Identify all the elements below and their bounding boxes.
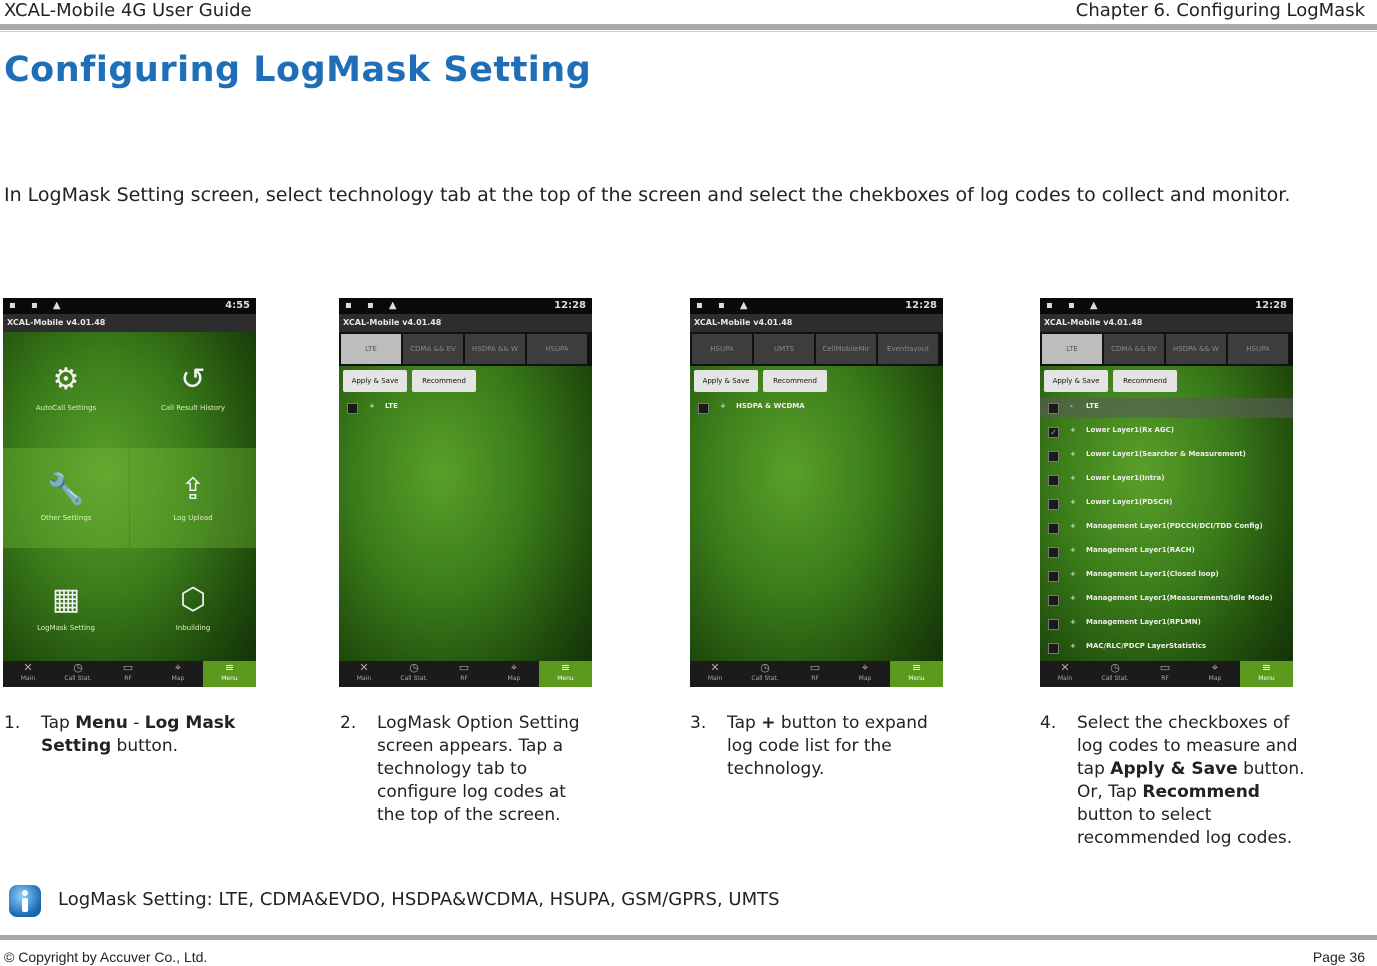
nav-rf[interactable]: ▭ RF [1140, 661, 1190, 687]
expand-icon[interactable]: + [720, 402, 726, 410]
log-row[interactable]: + Management Layer1(RPLMN) [1040, 614, 1293, 634]
caption-text: Tap + button to expand log code list for the technology. [727, 713, 928, 779]
checkbox[interactable] [1048, 619, 1059, 630]
nav-main[interactable]: ✕ Main [339, 661, 389, 687]
note-text: LogMask Setting: LTE, CDMA&EVDO, HSDPA&WCDMA, HSUPA, GSM/GPRS, UMTS [58, 889, 780, 910]
close-icon: ✕ [1060, 661, 1070, 674]
nav-call-stat[interactable]: ◷ Call Stat. [53, 661, 103, 687]
nav-rf[interactable]: ▭ RF [790, 661, 840, 687]
map-icon: ⌖ [861, 661, 869, 674]
cube-icon: ⬡ [179, 582, 207, 617]
menu-autocall-settings[interactable]: ⚙ AutoCall Settings [3, 338, 129, 438]
running-header [0, 0, 1377, 24]
clock-icon: ◷ [1110, 661, 1120, 674]
tab-hsdpa-wcdma[interactable]: HSDPA && W [465, 334, 525, 364]
nav-call-stat[interactable]: ◷ Call Stat. [389, 661, 439, 687]
tab-cdma-evdo[interactable]: CDMA && EV [1104, 334, 1164, 364]
checkbox[interactable] [1048, 499, 1059, 510]
recommend-button[interactable]: Recommend [763, 370, 827, 392]
checkbox[interactable] [698, 403, 709, 414]
nav-call-stat[interactable]: ◷ Call Stat. [740, 661, 790, 687]
status-time: 12:28 [905, 300, 937, 311]
menu-icon: ≡ [224, 661, 235, 674]
menu-call-result-history[interactable]: ↺ Call Result History [130, 338, 256, 438]
nav-main[interactable]: ✕ Main [3, 661, 53, 687]
log-row[interactable]: + Management Layer1(RACH) [1040, 542, 1293, 562]
menu-icon: ≡ [1261, 661, 1272, 674]
menu-icon: ≡ [560, 661, 571, 674]
nav-main[interactable]: ✕ Main [690, 661, 740, 687]
checkbox[interactable] [347, 403, 358, 414]
log-row[interactable]: + Management Layer1(Closed loop) [1040, 566, 1293, 586]
checkbox[interactable] [1048, 451, 1059, 462]
log-row[interactable]: + MAC/RLC/PDCP LayerStatistics [1040, 638, 1293, 658]
footer-page-number: Page 36 [1312, 949, 1365, 965]
status-icons: ▪ ▪ ▲ [9, 300, 67, 311]
nav-map[interactable]: ⌖ Map [153, 661, 203, 687]
tab-hsdpa-wcdma[interactable]: HSDPA && W [1166, 334, 1226, 364]
tech-tabs [690, 332, 943, 366]
nav-rf[interactable]: ▭ RF [103, 661, 153, 687]
status-time: 12:28 [554, 300, 586, 311]
caption-number: 2. [340, 713, 357, 733]
clock-icon: ◷ [73, 661, 83, 674]
header-doc-title: XCAL-Mobile 4G User Guide [4, 0, 252, 21]
caption-number: 3. [690, 713, 707, 733]
upload-icon: ⇪ [180, 472, 206, 507]
menu-other-settings[interactable]: 🔧 Other Settings [3, 448, 129, 548]
status-bar [1040, 298, 1293, 314]
header-rule [0, 24, 1377, 30]
wrench-icon: 🔧 [47, 472, 85, 507]
clock-icon: ◷ [409, 661, 419, 674]
menu-icon: ≡ [911, 661, 922, 674]
app-title: XCAL-Mobile v4.01.48 [7, 318, 106, 327]
expand-icon[interactable]: + [1070, 594, 1076, 602]
apply-save-button[interactable]: Apply & Save [694, 370, 758, 392]
apply-save-button[interactable]: Apply & Save [343, 370, 407, 392]
table-icon: ▦ [51, 582, 81, 617]
expand-icon[interactable]: + [1070, 426, 1076, 434]
checkbox[interactable] [1048, 403, 1059, 414]
nav-menu[interactable]: ≡ Menu [203, 661, 256, 687]
screenshot-logmask-expanded [1040, 298, 1293, 687]
status-time: 12:28 [1255, 300, 1287, 311]
expand-icon[interactable]: + [1070, 474, 1076, 482]
log-row[interactable]: + Lower Layer1(PDSCH) [1040, 494, 1293, 514]
nav-call-stat[interactable]: ◷ Call Stat. [1090, 661, 1140, 687]
expand-icon[interactable]: + [1070, 618, 1076, 626]
log-row[interactable]: + LTE [339, 398, 592, 418]
recommend-button[interactable]: Recommend [1113, 370, 1177, 392]
tab-hsupa[interactable]: HSUPA [692, 334, 752, 364]
clock-icon: ◷ [760, 661, 770, 674]
screenshot-logmask-hsdpa [690, 298, 943, 687]
map-icon: ⌖ [174, 661, 182, 674]
header-chapter: Chapter 6. Configuring LogMask [1075, 0, 1365, 21]
app-title-bar [1040, 314, 1293, 332]
status-icons: ▪ ▪ ▲ [345, 300, 403, 311]
gears-icon: ⚙ [52, 362, 80, 397]
rf-icon: ▭ [1159, 661, 1171, 674]
nav-map[interactable]: ⌖ Map [1190, 661, 1240, 687]
app-title-bar [3, 314, 256, 332]
nav-map[interactable]: ⌖ Map [840, 661, 890, 687]
status-time: 4:55 [225, 300, 250, 311]
log-row[interactable]: ✓ + Lower Layer1(Rx AGC) [1040, 422, 1293, 442]
tab-hsupa[interactable]: HSUPA [1228, 334, 1288, 364]
expand-icon[interactable]: + [1070, 642, 1076, 650]
bottom-nav [1040, 661, 1293, 687]
app-title: XCAL-Mobile v4.01.48 [694, 318, 793, 327]
caption-number: 1. [4, 713, 21, 733]
tab-cellmobile[interactable]: CellMobileMir [816, 334, 876, 364]
nav-menu[interactable]: ≡ Menu [1240, 661, 1293, 687]
expand-icon[interactable]: + [369, 402, 375, 410]
tab-lte[interactable]: LTE [341, 334, 401, 364]
page-title: Configuring LogMask Setting [4, 50, 592, 90]
status-bar [339, 298, 592, 314]
checkbox[interactable] [1048, 547, 1059, 558]
map-icon: ⌖ [510, 661, 518, 674]
note-info-icon [6, 882, 44, 920]
expand-icon[interactable]: + [1070, 570, 1076, 578]
menu-logmask-setting[interactable]: ▦ LogMask Setting [3, 558, 129, 658]
close-icon: ✕ [710, 661, 720, 674]
caption-number: 4. [1040, 713, 1057, 733]
tech-tabs [339, 332, 592, 366]
expand-icon[interactable]: + [1070, 450, 1076, 458]
checkbox[interactable] [1048, 571, 1059, 582]
tab-hsupa[interactable]: HSUPA [527, 334, 587, 364]
header-rule-thin [0, 31, 1377, 32]
expand-icon[interactable]: - [1070, 402, 1073, 410]
rf-icon: ▭ [458, 661, 470, 674]
bottom-nav [3, 661, 256, 687]
menu-inbuilding[interactable]: ⬡ Inbuilding [130, 558, 256, 658]
screenshot-menu [3, 298, 256, 687]
nav-map[interactable]: ⌖ Map [489, 661, 539, 687]
app-title: XCAL-Mobile v4.01.48 [1044, 318, 1143, 327]
status-icons: ▪ ▪ ▲ [696, 300, 754, 311]
app-title-bar [339, 314, 592, 332]
checkbox[interactable] [1048, 643, 1059, 654]
checkbox-checked[interactable]: ✓ [1048, 427, 1059, 438]
log-row[interactable]: + Lower Layer1(Intra) [1040, 470, 1293, 490]
recommend-button[interactable]: Recommend [412, 370, 476, 392]
status-icons: ▪ ▪ ▲ [1046, 300, 1104, 311]
map-icon: ⌖ [1211, 661, 1219, 674]
intro-paragraph: In LogMask Setting screen, select technology tab at the top of the screen and select the chekboxes of log codes to collect and monitor. [4, 184, 1291, 206]
app-title-bar [690, 314, 943, 332]
app-title: XCAL-Mobile v4.01.48 [343, 318, 442, 327]
status-bar [3, 298, 256, 314]
nav-menu[interactable]: ≡ Menu [539, 661, 592, 687]
rf-icon: ▭ [809, 661, 821, 674]
caption-text: Tap Menu - Log Mask Setting button. [41, 713, 236, 756]
tech-tabs [1040, 332, 1293, 366]
rf-icon: ▭ [122, 661, 134, 674]
apply-save-button[interactable]: Apply & Save [1044, 370, 1108, 392]
expand-icon[interactable]: + [1070, 522, 1076, 530]
log-row[interactable]: + Lower Layer1(Searcher & Measurement) [1040, 446, 1293, 466]
caption-text: Select the checkboxes of log codes to measure and tap Apply & Save button. Or, Tap Recommend button to select recommended log codes. [1077, 713, 1305, 848]
log-row[interactable]: + Management Layer1(PDCCH/DCI/TDD Config) [1040, 518, 1293, 538]
tab-eventlayout[interactable]: Eventlayout [878, 334, 938, 364]
tab-lte[interactable]: LTE [1042, 334, 1102, 364]
screenshot-logmask-tabs [339, 298, 592, 687]
nav-rf[interactable]: ▭ RF [439, 661, 489, 687]
bottom-nav [690, 661, 943, 687]
checkbox[interactable] [1048, 523, 1059, 534]
expand-icon[interactable]: + [1070, 498, 1076, 506]
footer-copyright: © Copyright by Accuver Co., Ltd. [4, 949, 208, 965]
footer-rule [0, 935, 1377, 940]
nav-main[interactable]: ✕ Main [1040, 661, 1090, 687]
tab-cdma-evdo[interactable]: CDMA && EV [403, 334, 463, 364]
log-row-group[interactable]: - LTE [1040, 398, 1293, 418]
status-bar [690, 298, 943, 314]
checkbox[interactable] [1048, 475, 1059, 486]
checkbox[interactable] [1048, 595, 1059, 606]
close-icon: ✕ [359, 661, 369, 674]
nav-menu[interactable]: ≡ Menu [890, 661, 943, 687]
caption-text: LogMask Option Setting screen appears. Tap a technology tab to configure log codes at the top of the screen. [377, 713, 580, 825]
log-row[interactable]: + HSDPA & WCDMA [690, 398, 943, 418]
menu-log-upload[interactable]: ⇪ Log Upload [130, 448, 256, 548]
close-icon: ✕ [23, 661, 33, 674]
log-row[interactable]: + Management Layer1(Measurements/Idle Mode) [1040, 590, 1293, 610]
tab-umts[interactable]: UMTS [754, 334, 814, 364]
bottom-nav [339, 661, 592, 687]
history-icon: ↺ [180, 362, 206, 397]
expand-icon[interactable]: + [1070, 546, 1076, 554]
